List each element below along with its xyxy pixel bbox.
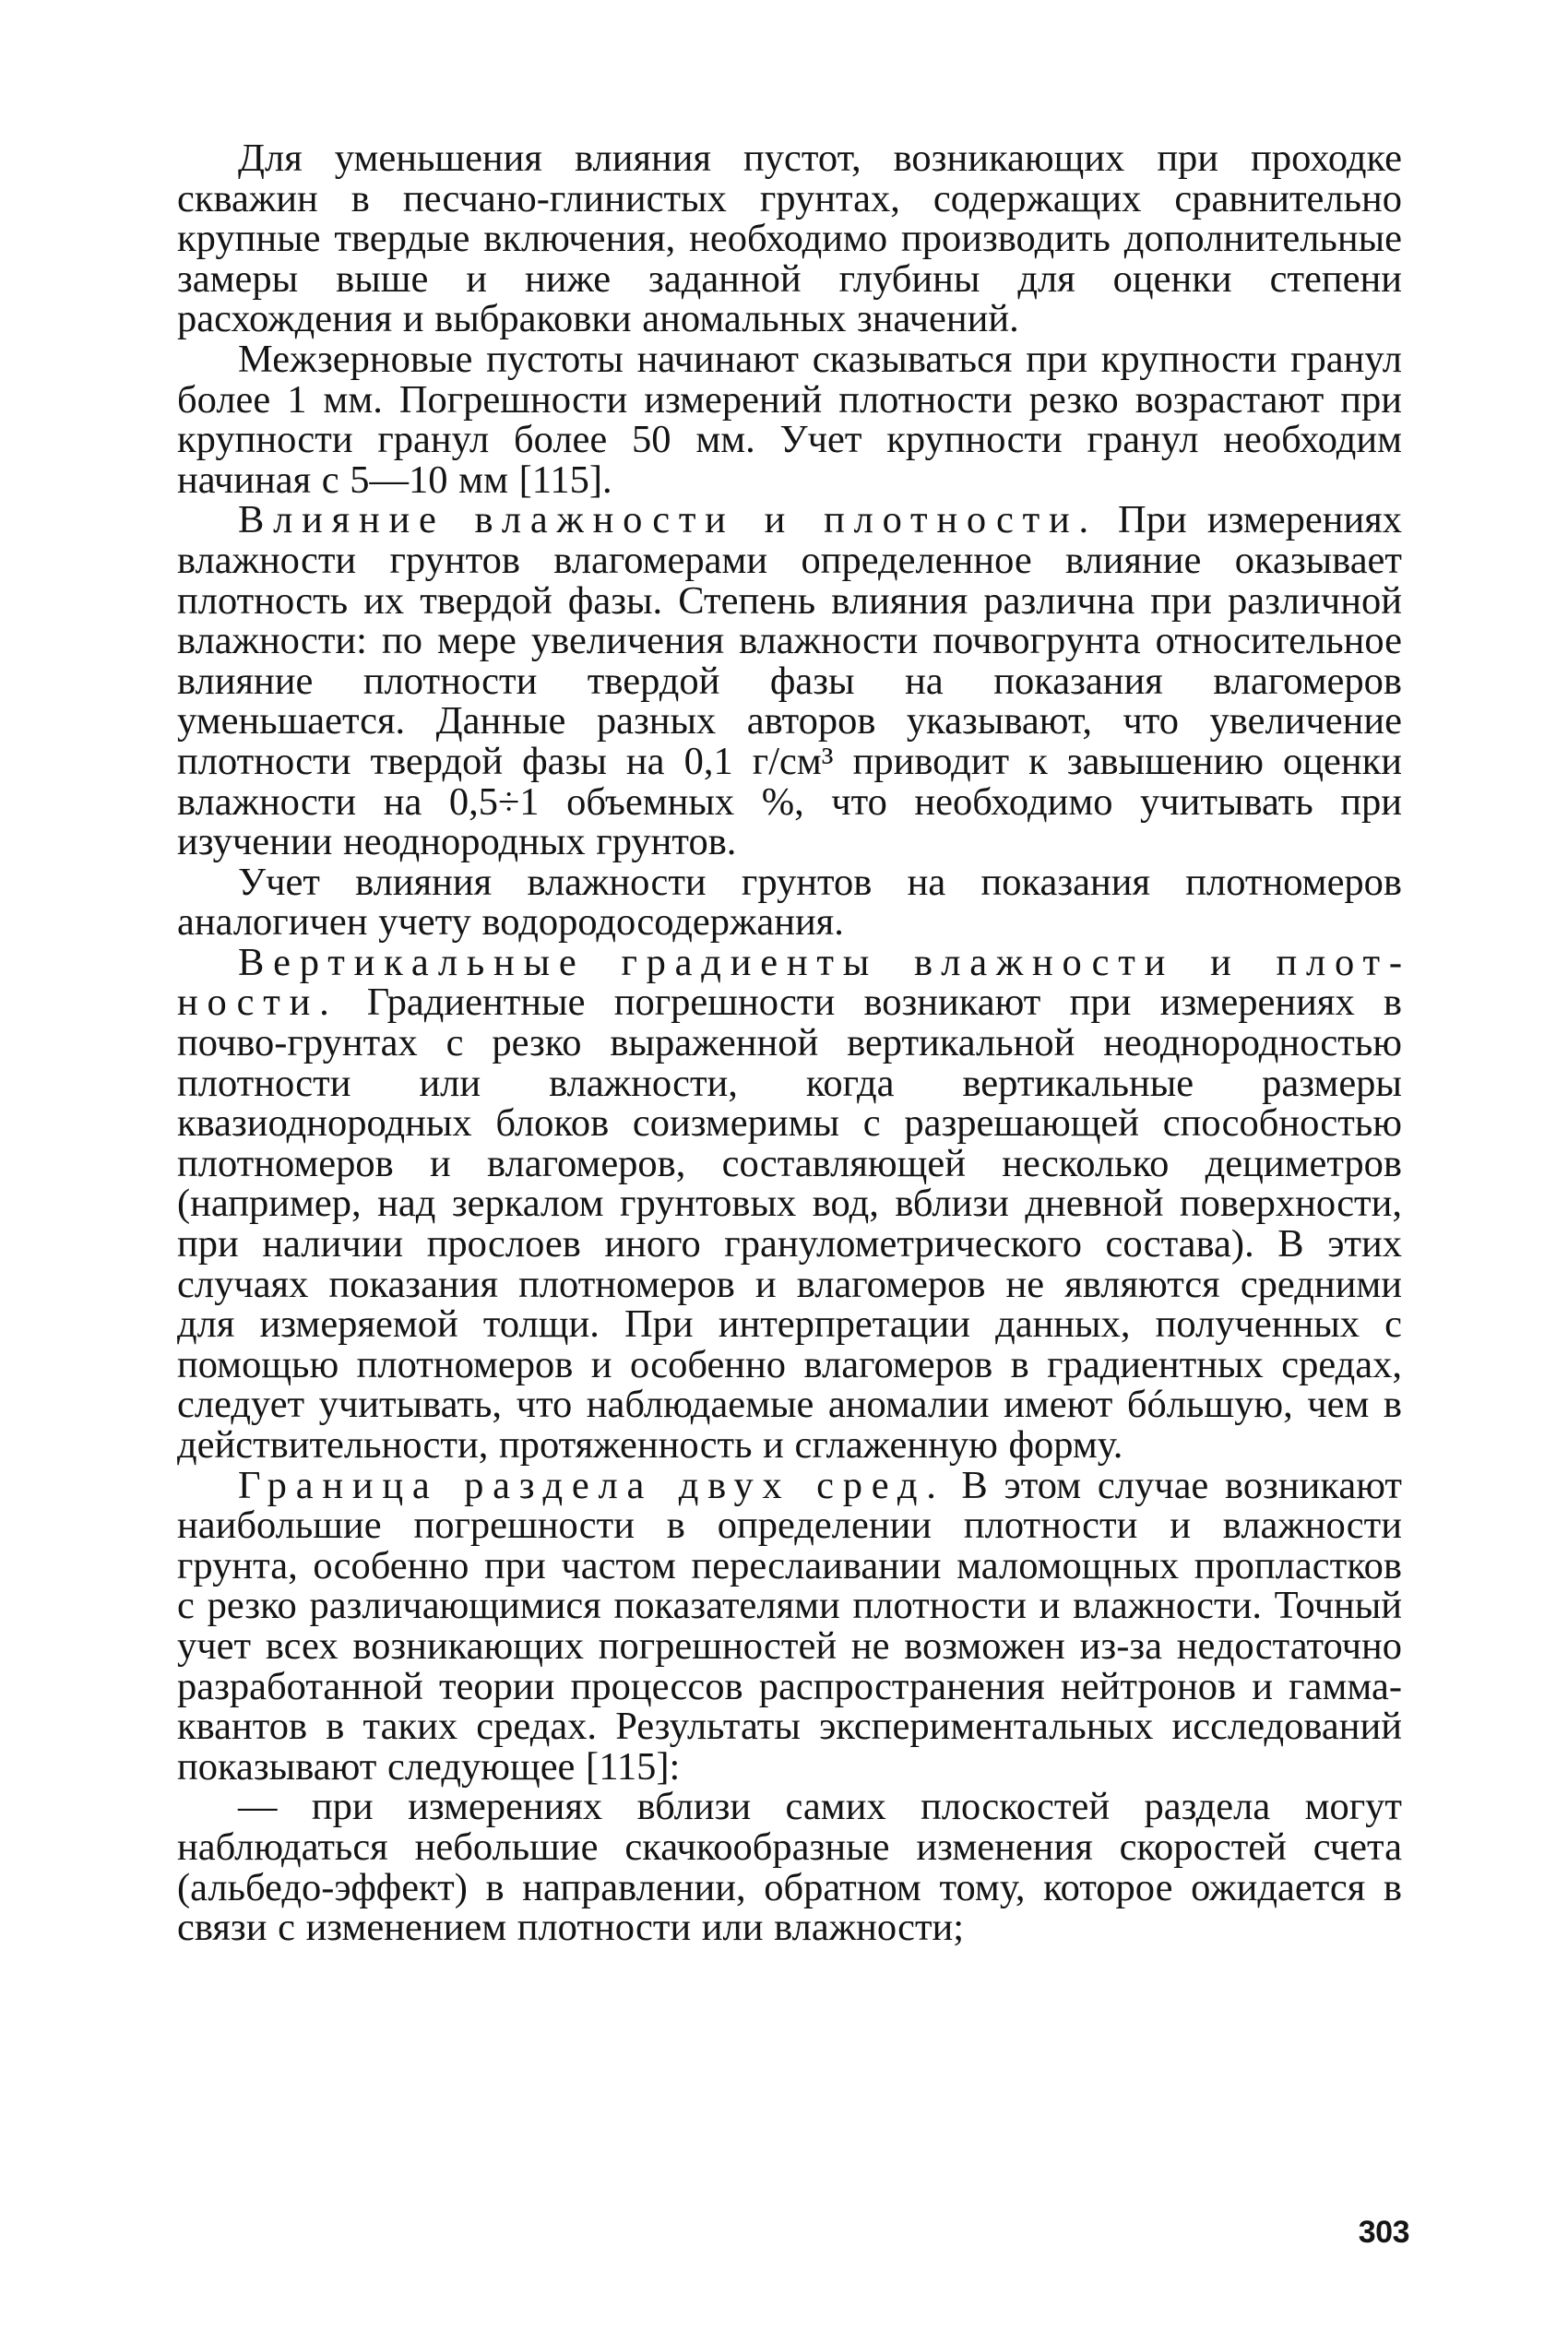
- paragraph-vertical-gradients: [177, 940, 1402, 1467]
- paragraph-text: При измерениях влажности грунтов влагомерами определенное влияние оказывает плотность их твердой фазы. Степень влияния различна при различной влажности: по мере увеличения влажности почвогрунта относительное влияние плотности твердой фазы на показания влагомеров уменьшается. Данные разных авторов указывают, что увеличение плотности твердой фазы на 0,1 г/см³ приводит к завышению оценки влажности на 0,5÷1 объемных %, что необходимо учитывать при изучении неоднородных грунтов.: [177, 498, 1402, 864]
- paragraph-text: Для уменьшения влияния пустот, возникающих при проходке скважин в песчано-глинистых грунтах, содержащих сравнительно крупные твердые включения, необходимо производить дополнительные замеры выше и ниже заданной глубины для оценки степени расхождения и выбраковки аномальных значений.: [177, 137, 1402, 341]
- page-number: 303: [1358, 2215, 1409, 2250]
- section-heading: Влияние влажности и плотности.: [238, 498, 1098, 542]
- paragraph-text: Градиентные погрешности возникают при измерениях в почво-грунтах с резко выраженной вертикальной неоднородностью плотности или влажности, когда вертикальные размеры квазиоднородных блоков соизмеримы с разрешающей способностью плотномеров и влагомеров, составляющей несколько дециметров (например, над зеркалом грунтовых вод, вблизи дневной поверхности, при наличии прослоев иного гранулометрического состава). В этих случаях показания плотномеров и влагомеров не являются средними для измеряемой толщи. При интерпретации данных, полученных с помощью плотномеров и особенно влагомеров в градиентных средах, следует учитывать, что наблюдаемые аномалии имеют бóльшую, чем в действительности, протяженность и сглаженную форму.: [177, 981, 1402, 1467]
- paragraph-intergranular-voids: [177, 339, 1402, 500]
- page-body: [177, 138, 1402, 1948]
- paragraph-text: Учет влияния влажности грунтов на показания плотномеров аналогичен учету водородосодержания.: [177, 860, 1402, 945]
- paragraph-voids-reduction: [177, 138, 1402, 339]
- list-item-albedo-effect: [177, 1785, 1402, 1950]
- paragraph-moisture-density-influence: [177, 500, 1402, 862]
- paragraph-text: В этом случае возникают наибольшие погрешности в определении плотности и влажности грунта, особенно при частом переслаивании маломощных пропластков с резко различающимися показателями плотности и влажности. Точный учет всех возникающих погрешностей не возможен из-за недостаточно разработанной теории процессов распространения нейтронов и гамма-квантов в таких средах. Результаты экспериментальных исследований показывают следующее [115]:: [177, 1463, 1402, 1789]
- section-heading: Вертикальные градиенты влажности и плотности.: [177, 940, 1402, 1025]
- paragraph-text: Межзерновые пустоты начинают сказываться при крупности гранул более 1 мм. Погрешности измерений плотности резко возрастают при крупности гранул более 50 мм. Учет крупности гранул необходим начиная с 5—10 мм [115].: [177, 337, 1402, 502]
- paragraph-text: — при измерениях вблизи самих плоскостей раздела могут наблюдаться небольшие скачкообразные изменения скоростей счета (альбедо-эффект) в направлении, обратном тому, которое ожидается в связи с изменением плотности или влажности;: [177, 1785, 1402, 1950]
- section-heading: Граница раздела двух сред.: [238, 1463, 945, 1507]
- paragraph-boundary: [177, 1463, 1402, 1789]
- paragraph-densimeter-moisture: [177, 862, 1402, 943]
